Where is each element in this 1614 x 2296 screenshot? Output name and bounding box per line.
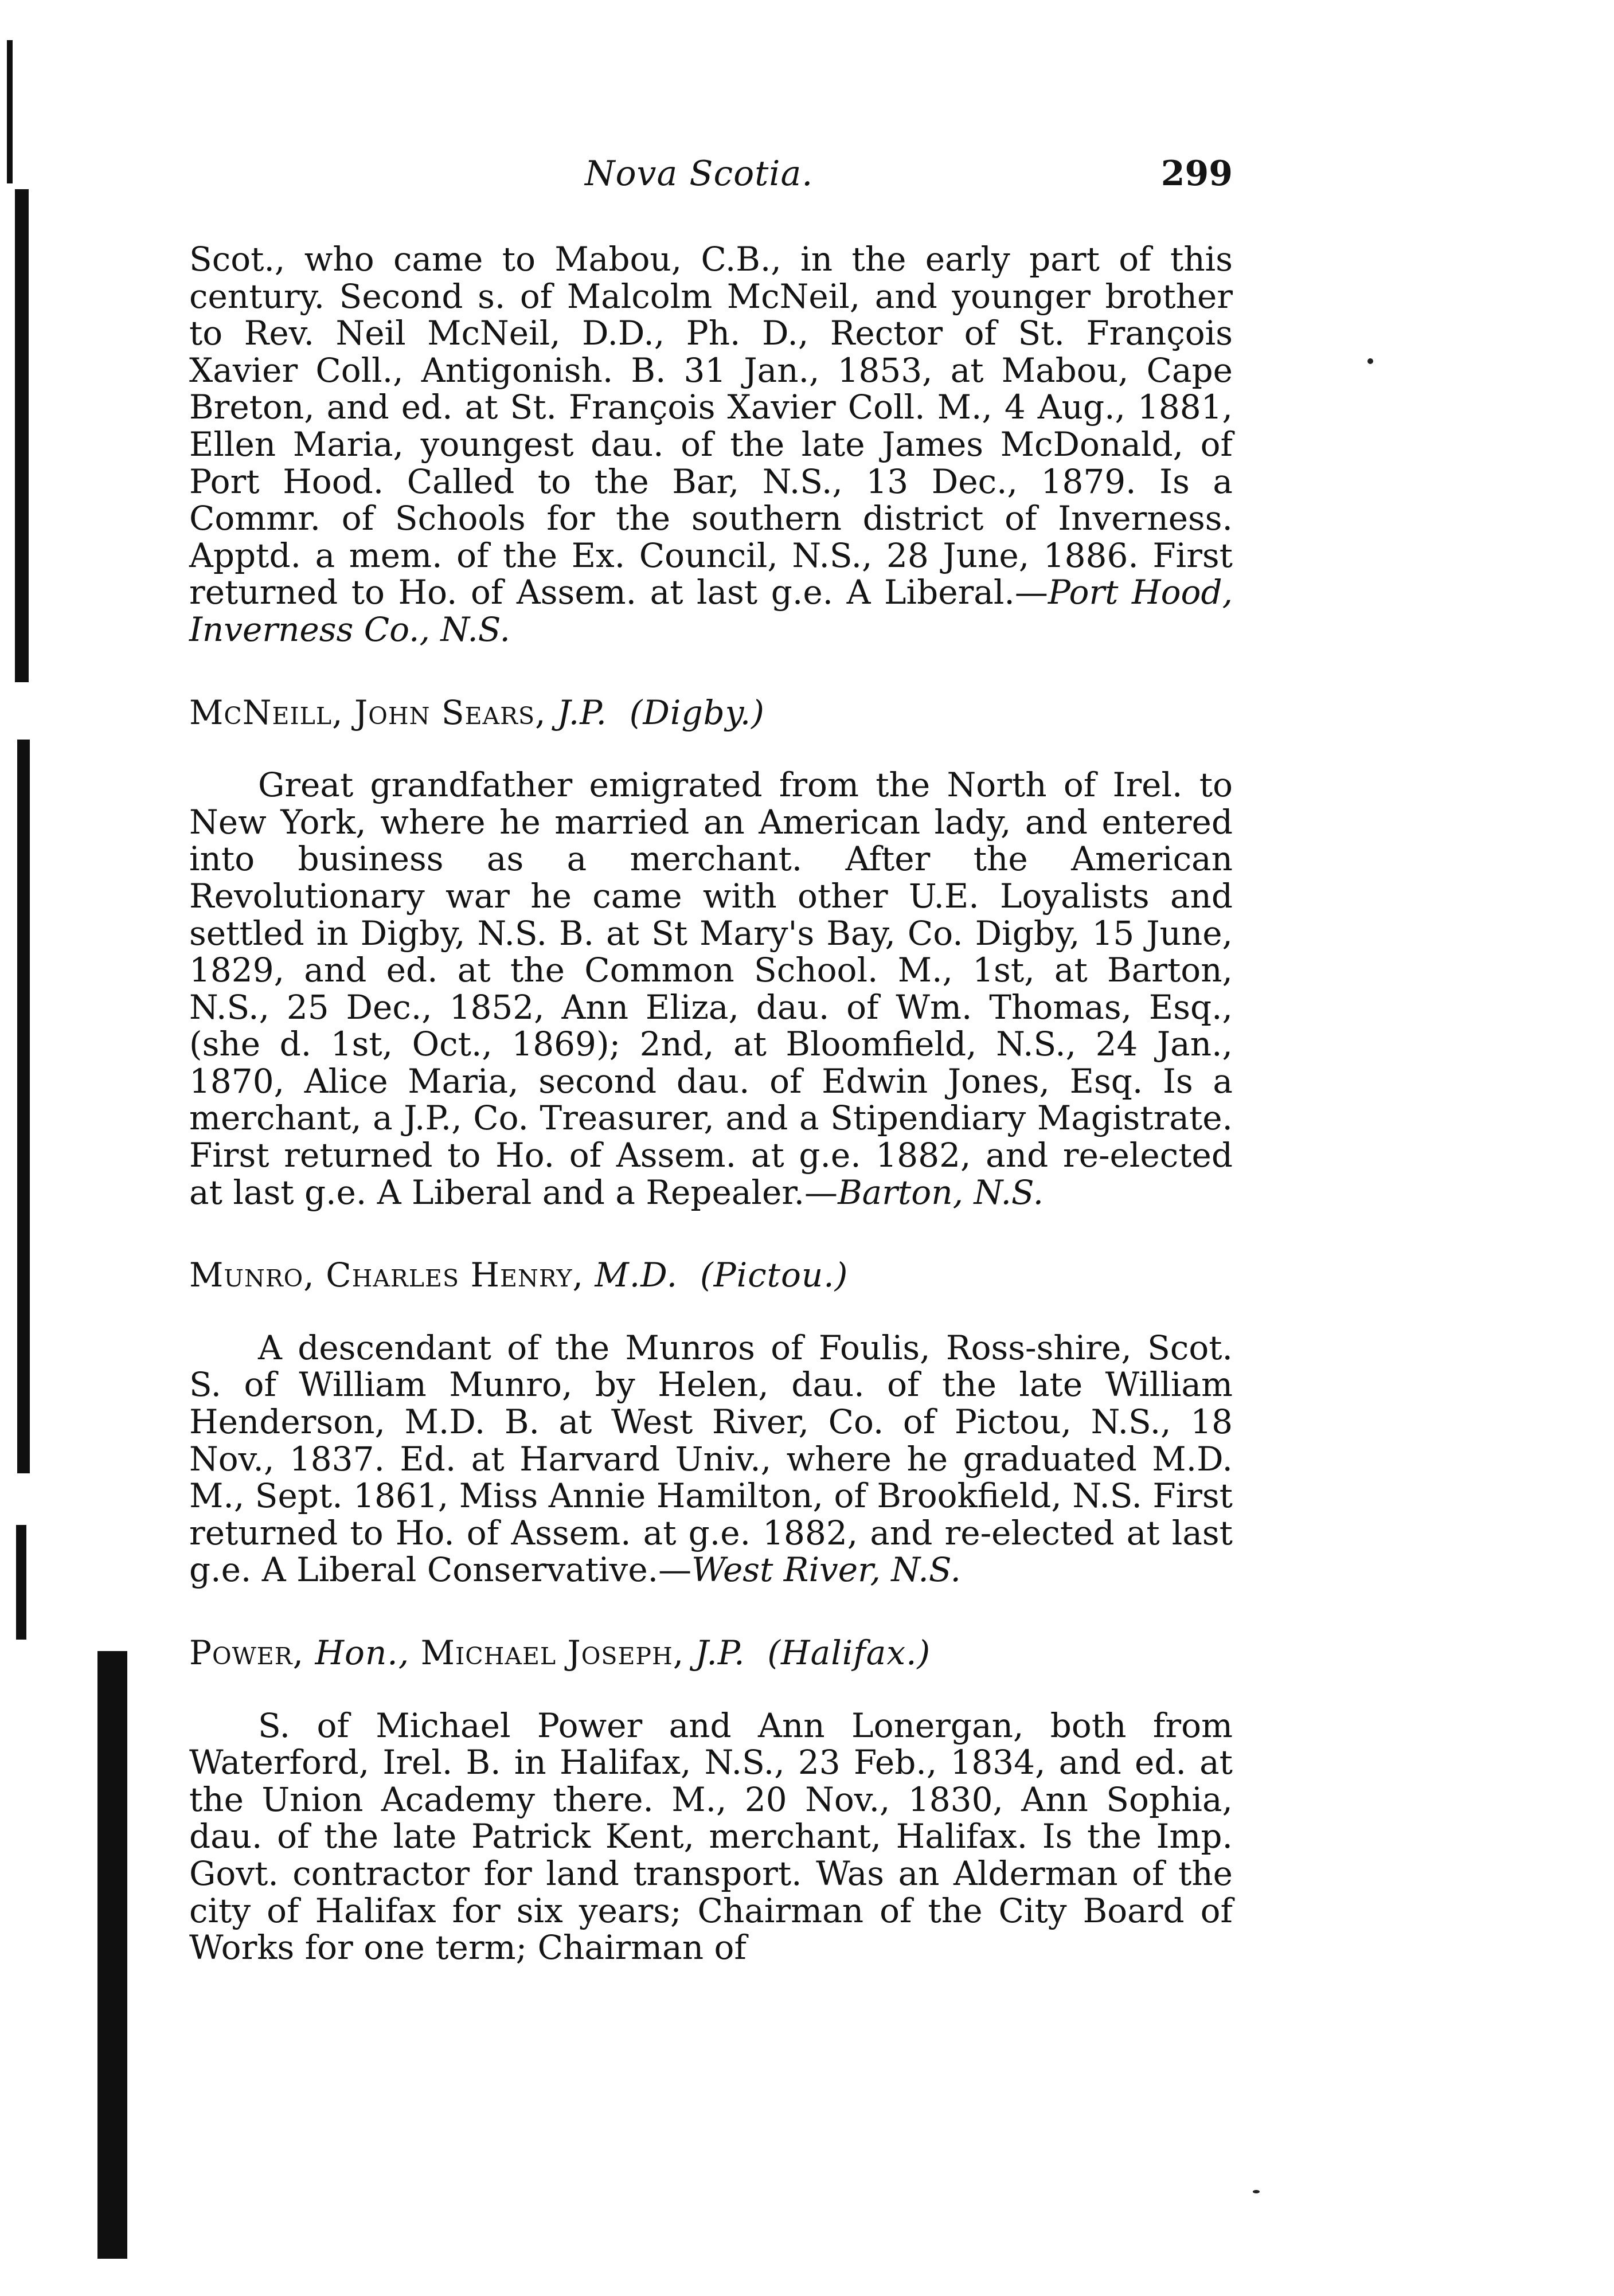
entry-constituency: (Digby.) bbox=[629, 693, 765, 732]
entry-biography-text: Great grandfather emigrated from the North of Irel. to New York, where he married an American lady, and entered into business as a merchant. After the American Revolutionary war he came with other U.E. Loyalists and settled in Digby, N.S. B. at St Mary's Bay, Co. Digby, 15 June, 1829, and ed. at the Common School. M., 1st, at Barton, N.S., 25 Dec., 1852, Ann Eliza, dau. of Wm. Thomas, Esq., (she d. 1st, Oct., 1869); 2nd, at Bloomfield, N.S., 24 Jan., 1870, Alice Maria, second dau. of Edwin Jones, Esq. Is a merchant, a J.P., Co. Treasurer, and a Stipendiary Magistrate. First returned to Ho. of Assem. at g.e. 1882, and re-elected at last g.e. A Liberal and a Repealer.— bbox=[189, 765, 1233, 1212]
continuation-paragraph bbox=[189, 241, 1233, 648]
binding-mark-top bbox=[7, 40, 13, 183]
entry-surname: Power, bbox=[189, 1633, 304, 1672]
continuation-text: Scot., who came to Mabou, C.B., in the early part of this century. Second s. of Malcolm McNeil, and younger brother to Rev. Neil McNeil, D.D., Ph. D., Rector of St. François Xavier Coll., Antigonish. B. 31 Jan., 1853, at Mabou, Cape Breton, and ed. at St. François Xavier Coll. M., 4 Aug., 1881, Ellen Maria, youngest dau. of the late James McDonald, of Port Hood. Called to the Bar, N.S., 13 Dec., 1879. Is a Commr. of Schools for the southern district of Inverness. Apptd. a mem. of the Ex. Council, N.S., 28 June, 1886. First returned to Ho. of Assem. at last g.e. A Liberal.— bbox=[189, 240, 1233, 612]
binding-mark-lower bbox=[16, 1525, 26, 1640]
entry-biography bbox=[189, 1329, 1233, 1589]
entry-heading bbox=[189, 694, 1233, 732]
spacer bbox=[189, 1294, 1233, 1329]
entry-given-names: John Sears, bbox=[354, 693, 546, 732]
page-number: 299 bbox=[1160, 154, 1233, 194]
spacer bbox=[189, 1211, 1233, 1257]
entry-honours: J.P. bbox=[557, 693, 607, 732]
spacer bbox=[189, 648, 1233, 694]
entry-heading bbox=[189, 1257, 1233, 1294]
text-block bbox=[189, 241, 1233, 1966]
entry-heading bbox=[189, 1634, 1233, 1672]
entry-honours: M.D. bbox=[595, 1255, 678, 1295]
entry-biography bbox=[189, 1707, 1233, 1966]
entry-constituency: (Halifax.) bbox=[767, 1633, 931, 1672]
binding-mark-bottom bbox=[97, 1651, 127, 2259]
entry-title: Hon., bbox=[315, 1633, 410, 1672]
running-head bbox=[189, 154, 1233, 200]
entry-surname: Munro, bbox=[189, 1255, 315, 1295]
entry-biography bbox=[189, 766, 1233, 1211]
spacer bbox=[189, 1672, 1233, 1707]
entry-biography-text: S. of Michael Power and Ann Lonergan, both from Waterford, Irel. B. in Halifax, N.S., 23 Feb., 1834, and ed. at the Union Academy there. M., 20 Nov., 1830, Ann Sophia, dau. of the late Patrick Kent, merchant, Halifax. Is the Imp. Govt. contractor for land transport. Was an Alderman of the city of Halifax for six years; Chairman of the City Board of Works for one term; Chairman of bbox=[189, 1706, 1233, 1968]
spacer bbox=[189, 1589, 1233, 1634]
running-title: Nova Scotia. bbox=[585, 154, 814, 194]
speck bbox=[1253, 2190, 1260, 2193]
entry-address: Barton, N.S. bbox=[838, 1172, 1044, 1212]
binding-mark-upper bbox=[15, 189, 29, 682]
entry-constituency: (Pictou.) bbox=[700, 1255, 849, 1295]
entry-honours: J.P. bbox=[695, 1633, 745, 1672]
speck bbox=[1367, 358, 1373, 364]
binding-mark-middle bbox=[17, 740, 30, 1473]
entry-given-names: Charles Henry, bbox=[326, 1255, 584, 1295]
entry-given-names: Michael Joseph, bbox=[420, 1633, 685, 1672]
spacer bbox=[189, 731, 1233, 766]
entry-biography-text: A descendant of the Munros of Foulis, Ross-shire, Scot. S. of William Munro, by Helen, dau. of the late William Henderson, M.D. B. at West River, Co. of Pictou, N.S., 18 Nov., 1837. Ed. at Harvard Univ., where he graduated M.D. M., Sept. 1861, Miss Annie Hamilton, of Brookfield, N.S. First returned to Ho. of Assem. at g.e. 1882, and re-elected at last g.e. A Liberal Conservative.— bbox=[189, 1328, 1233, 1590]
continuation-address: Port Hood, Inverness Co., N.S. bbox=[189, 573, 1233, 649]
entry-surname: McNeill, bbox=[189, 693, 343, 732]
entry-address: West River, N.S. bbox=[691, 1550, 961, 1590]
